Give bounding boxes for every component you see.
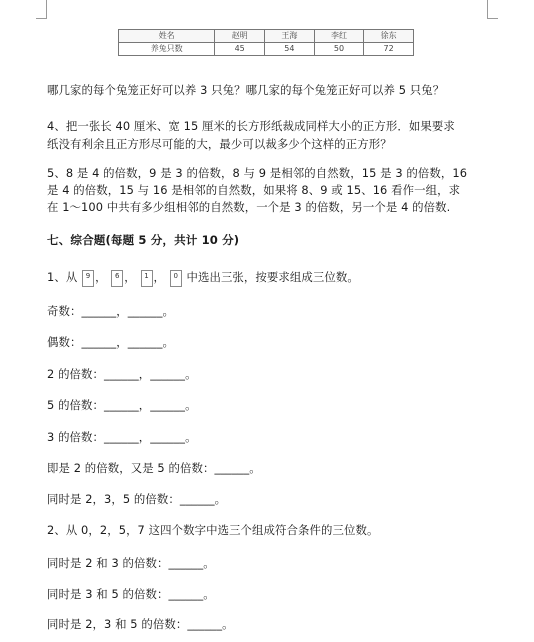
table-header-cell: 李红	[314, 30, 364, 43]
fill-in-multiple-of-5: 5 的倍数：______，______。	[47, 398, 197, 412]
section-7-heading: 七、综合题(每题 5 分，共计 10 分)	[47, 233, 240, 247]
table-header-cell: 王海	[265, 30, 315, 43]
question-4-line: 纸没有利余且正方形尽可能的大，最少可以裁多少个这样的正方形？	[47, 137, 392, 151]
fill-in-multiple-of-3-and-5: 同时是 3 和 5 的倍数：______。	[47, 587, 215, 601]
fill-in-multiple-of-2-3-and-5: 同时是 2，3 和 5 的倍数：______。	[47, 617, 234, 631]
question-5-line: 5、8 是 4 的倍数，9 是 3 的倍数，8 与 9 是相邻的自然数，15 是 3 的倍数，16	[47, 166, 468, 180]
digit-card: 6	[111, 270, 123, 287]
table-cell: 54	[265, 43, 315, 56]
fill-in-odd: 奇数：______，______。	[47, 304, 174, 318]
rabbit-count-table	[118, 29, 414, 56]
table-header-cell: 徐东	[364, 30, 414, 43]
question-7-1: 1、从 9 ， 6 ， 1 ， 0 中选出三张，按要求组成三位数。	[47, 268, 359, 287]
question-5-line: 在 1～100 中共有多少组相邻的自然数，一个是 3 的倍数，另一个是 4 的倍数.	[47, 200, 451, 214]
question-5-line: 是 4 的倍数，15 与 16 是相邻的自然数，如果将 8、9 或 15、16 看作一组，求	[47, 183, 461, 197]
table-cell: 72	[364, 43, 414, 56]
digit-card: 1	[141, 270, 153, 287]
fill-in-multiple-of-2: 2 的倍数：______，______。	[47, 367, 197, 381]
margin-corner-mark	[487, 0, 498, 19]
digit-card: 0	[170, 270, 182, 287]
question-7-2: 2、从 0，2，5，7 这四个数字中选三个组成符合条件的三位数。	[47, 523, 379, 537]
table-header-cell: 赵明	[215, 30, 265, 43]
question-4-line: 4、把一张长 40 厘米、宽 15 厘米的长方形纸裁成同样大小的正方形．如果要求	[47, 119, 455, 133]
question-7-1-prefix: 1、从	[47, 270, 78, 284]
fill-in-multiple-of-2-and-3: 同时是 2 和 3 的倍数：______。	[47, 556, 215, 570]
question-7-1-suffix: 中选出三张，按要求组成三位数。	[186, 270, 359, 284]
table-header-row	[119, 30, 414, 43]
margin-corner-mark	[36, 0, 47, 19]
fill-in-multiple-of-3: 3 的倍数：______，______。	[47, 430, 197, 444]
table-row	[119, 43, 414, 56]
fill-in-even: 偶数：______，______。	[47, 335, 174, 349]
digit-card: 9	[82, 270, 94, 287]
question-3-text: 哪几家的每个兔笼正好可以养 3 只兔？哪几家的每个兔笼正好可以养 5 只兔？	[47, 83, 445, 97]
fill-in-multiple-of-2-3-5: 同时是 2，3，5 的倍数：______。	[47, 492, 227, 506]
fill-in-multiple-of-2-and-5: 即是 2 的倍数，又是 5 的倍数：______。	[47, 461, 261, 475]
table-cell: 45	[215, 43, 265, 56]
table-cell: 50	[314, 43, 364, 56]
table-header-cell: 姓名	[119, 30, 215, 43]
table-cell: 养兔只数	[119, 43, 215, 56]
